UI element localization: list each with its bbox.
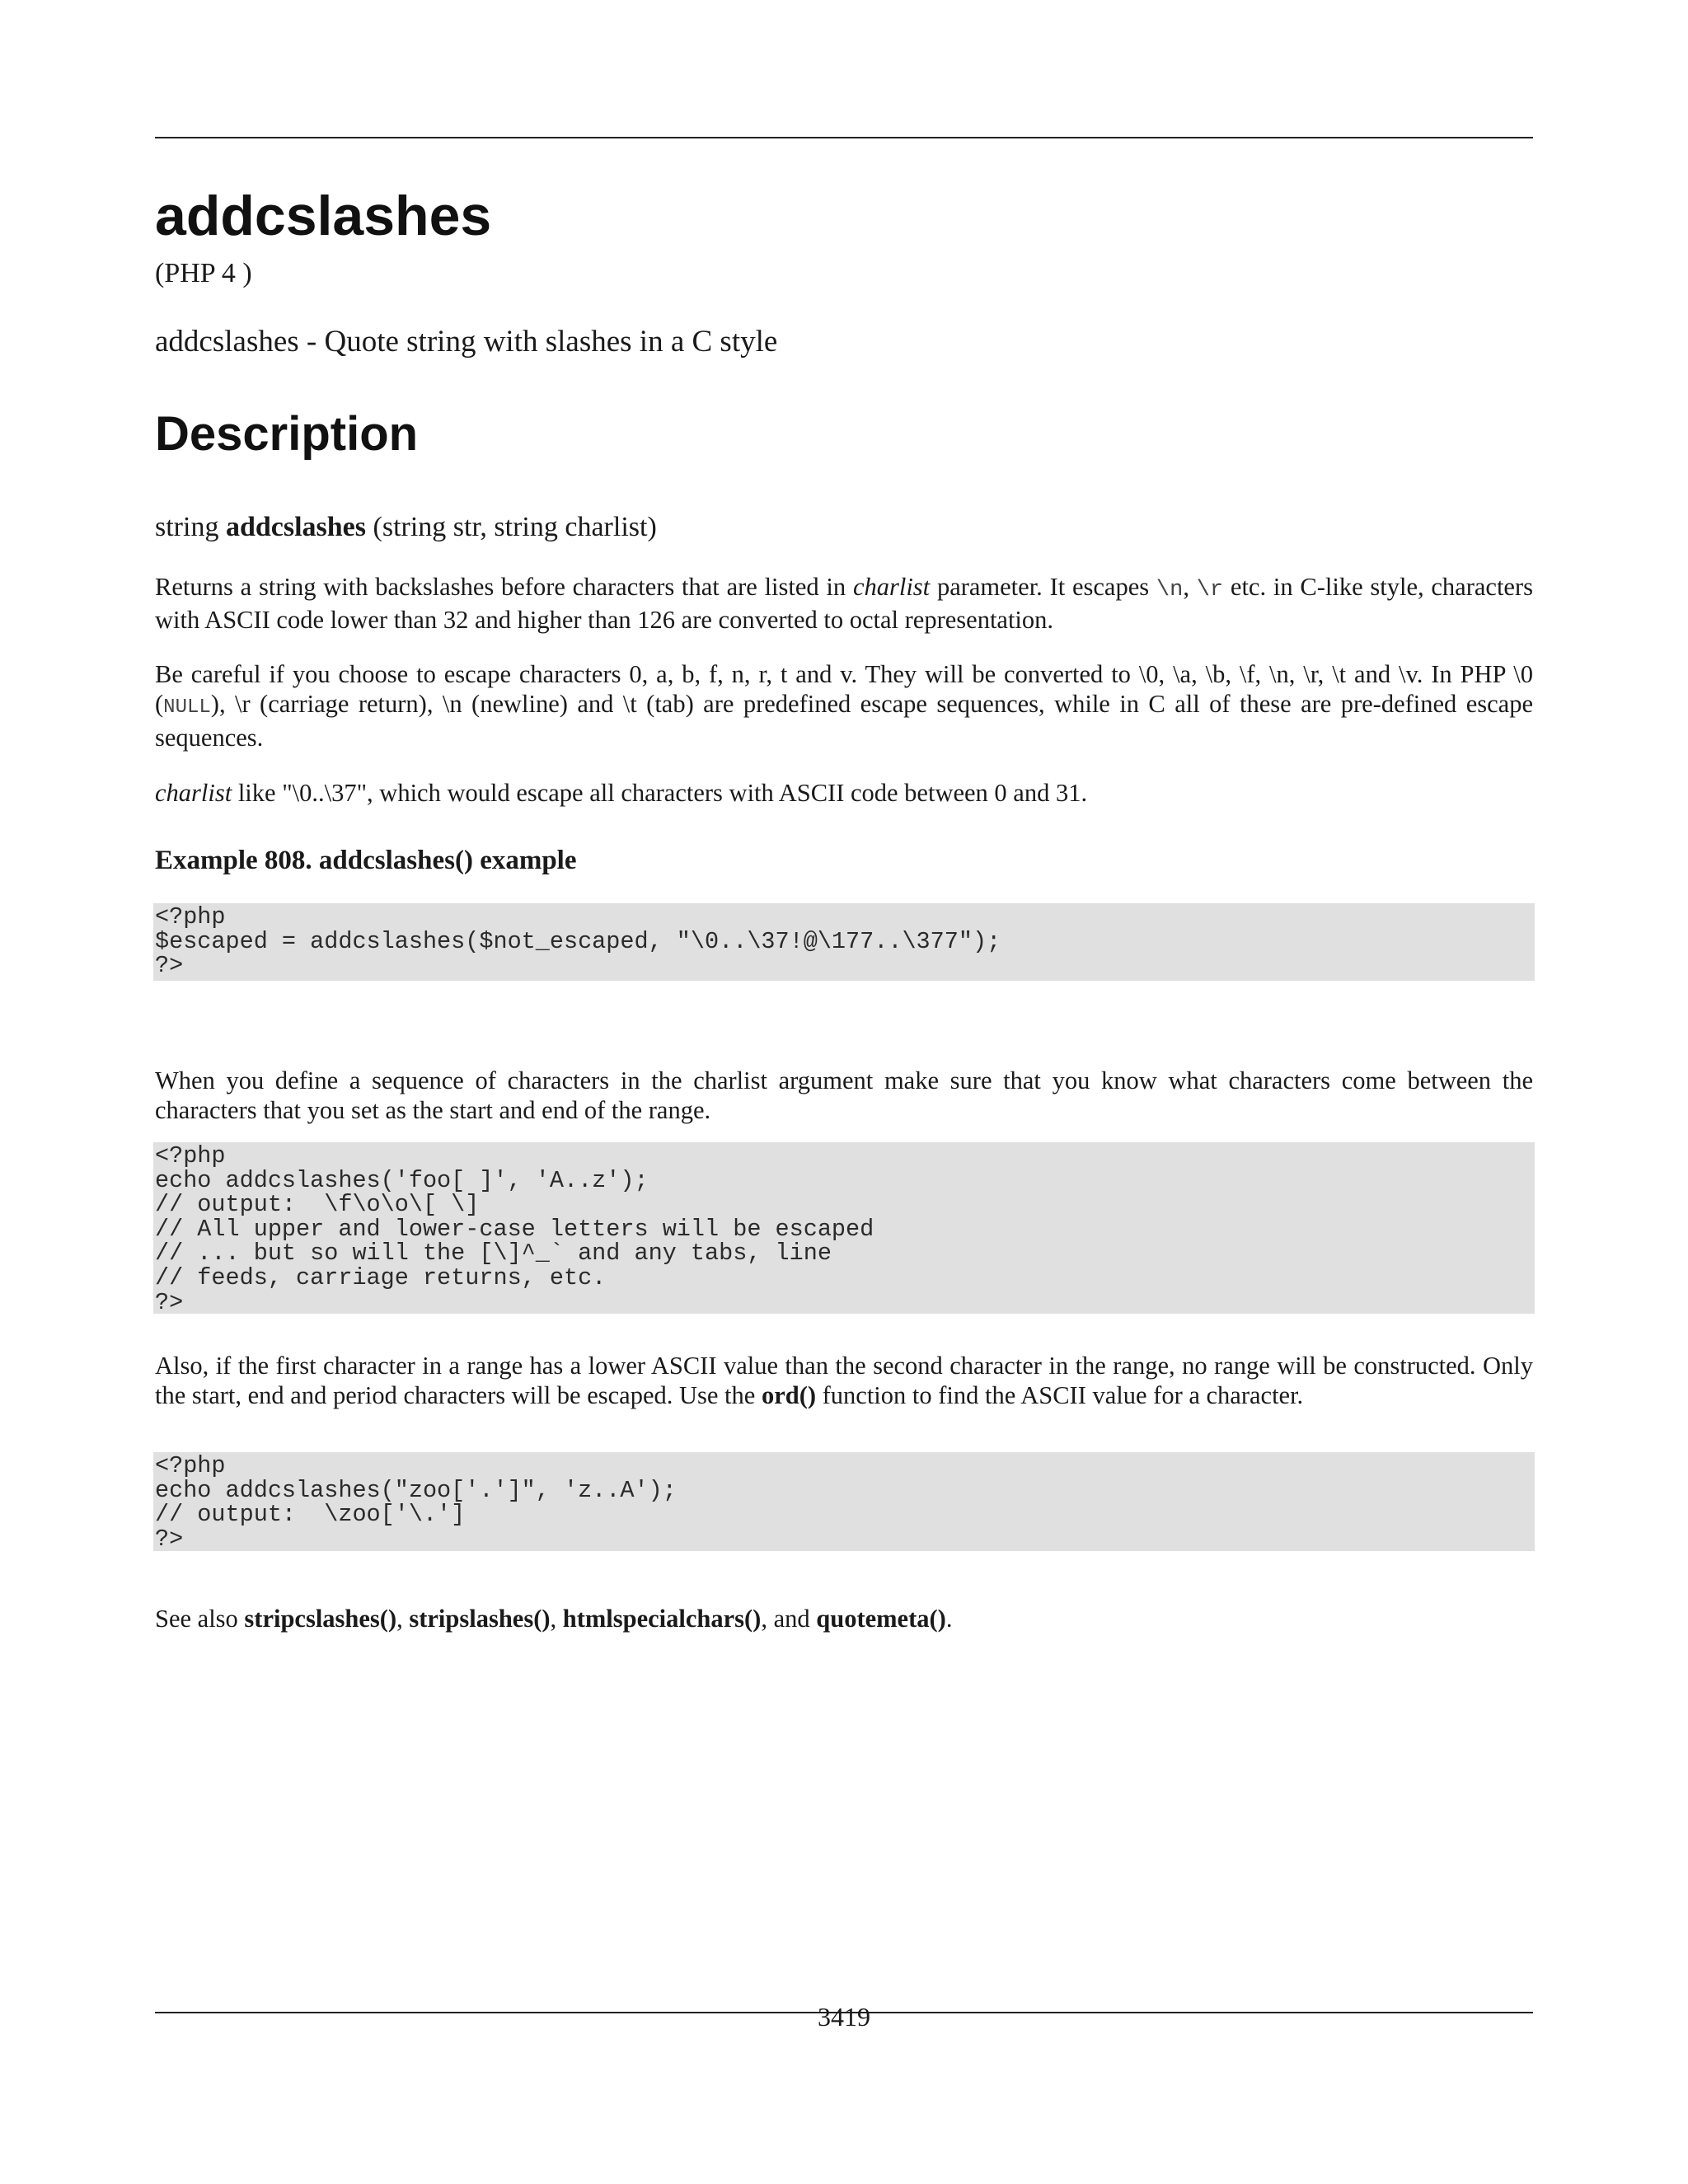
function-synopsis xyxy=(155,511,657,545)
inline-code-null: NULL xyxy=(163,696,211,719)
description-heading: Description xyxy=(155,407,419,461)
description-paragraph-1: Returns a string with backslashes before characters that are listed in charlist parameter. It escapes \n, \r etc. in C-like style, characters with ASCII code lower than 32 and higher than 126 are converted to octal representation. xyxy=(155,573,1533,634)
inline-code-newline: \n xyxy=(1156,578,1184,602)
ref-purpose: addcslashes - Quote string with slashes in a C style xyxy=(155,325,778,359)
link-quotemeta[interactable]: quotemeta() xyxy=(816,1605,946,1633)
example-title: Example 808. addcslashes() example xyxy=(155,846,577,875)
charlist-param: charlist xyxy=(155,779,232,807)
charlist-param: charlist xyxy=(852,573,931,601)
link-ord[interactable]: ord() xyxy=(761,1381,817,1409)
description-paragraph-2: Be careful if you choose to escape characters 0, a, b, f, n, r, t and v. They will be converted to \0, \a, \b, \f, \n, \r, \t and \v. In PHP \0 (NULL), \r (carriage return), \n (newline) and \t (tab) are predefined escape sequences, while in C all of these are pre-defined escape sequences. xyxy=(155,660,1533,752)
see-also: See also stripcslashes(), stripslashes(), htmlspecialchars(), and quotemeta(). xyxy=(155,1605,953,1633)
link-htmlspecialchars[interactable]: htmlspecialchars() xyxy=(562,1605,762,1633)
link-stripcslashes[interactable]: stripcslashes() xyxy=(244,1605,397,1633)
version-info: (PHP 4 ) xyxy=(155,258,252,288)
page-number: 3419 xyxy=(818,2002,870,2032)
description-paragraph-4: When you define a sequence of characters in the charlist argument make sure that you know what characters come between the characters that you set as the start and end of the range. xyxy=(155,1066,1533,1124)
code-block-range: <?php echo addcslashes('foo[ ]', 'A..z'); // output: \f\o\o\[ \] // All upper and lower-case letters will be escaped // ... but so will the [\]^_` and any tabs, line // feeds, carriage returns, etc. ?> xyxy=(153,1142,1535,1314)
function-name: addcslashes xyxy=(225,512,367,542)
top-rule xyxy=(155,137,1533,138)
code-block-example: <?php $escaped = addcslashes($not_escaped, "\0..\37!@\177..\377"); ?> xyxy=(153,903,1535,981)
inline-code-return: \r xyxy=(1196,578,1224,602)
function-params: (string str, string charlist) xyxy=(373,512,657,542)
page-title: addcslashes xyxy=(155,185,492,247)
description-paragraph-3: charlist like "\0..\37", which would escape all characters with ASCII code between 0 and 31. xyxy=(155,779,1088,807)
document-page xyxy=(155,0,1533,2184)
code-block-reverse-range: <?php echo addcslashes("zoo['.']", 'z..A'); // output: \zoo['\.'] ?> xyxy=(153,1452,1535,1551)
description-paragraph-5: Also, if the first character in a range has a lower ASCII value than the second character in the range, no range will be constructed. Only the start, end and period characters will be escaped. Use the ord() function to find the ASCII value for a character. xyxy=(155,1352,1533,1409)
return-type: string xyxy=(155,512,219,542)
link-stripslashes[interactable]: stripslashes() xyxy=(409,1605,551,1633)
